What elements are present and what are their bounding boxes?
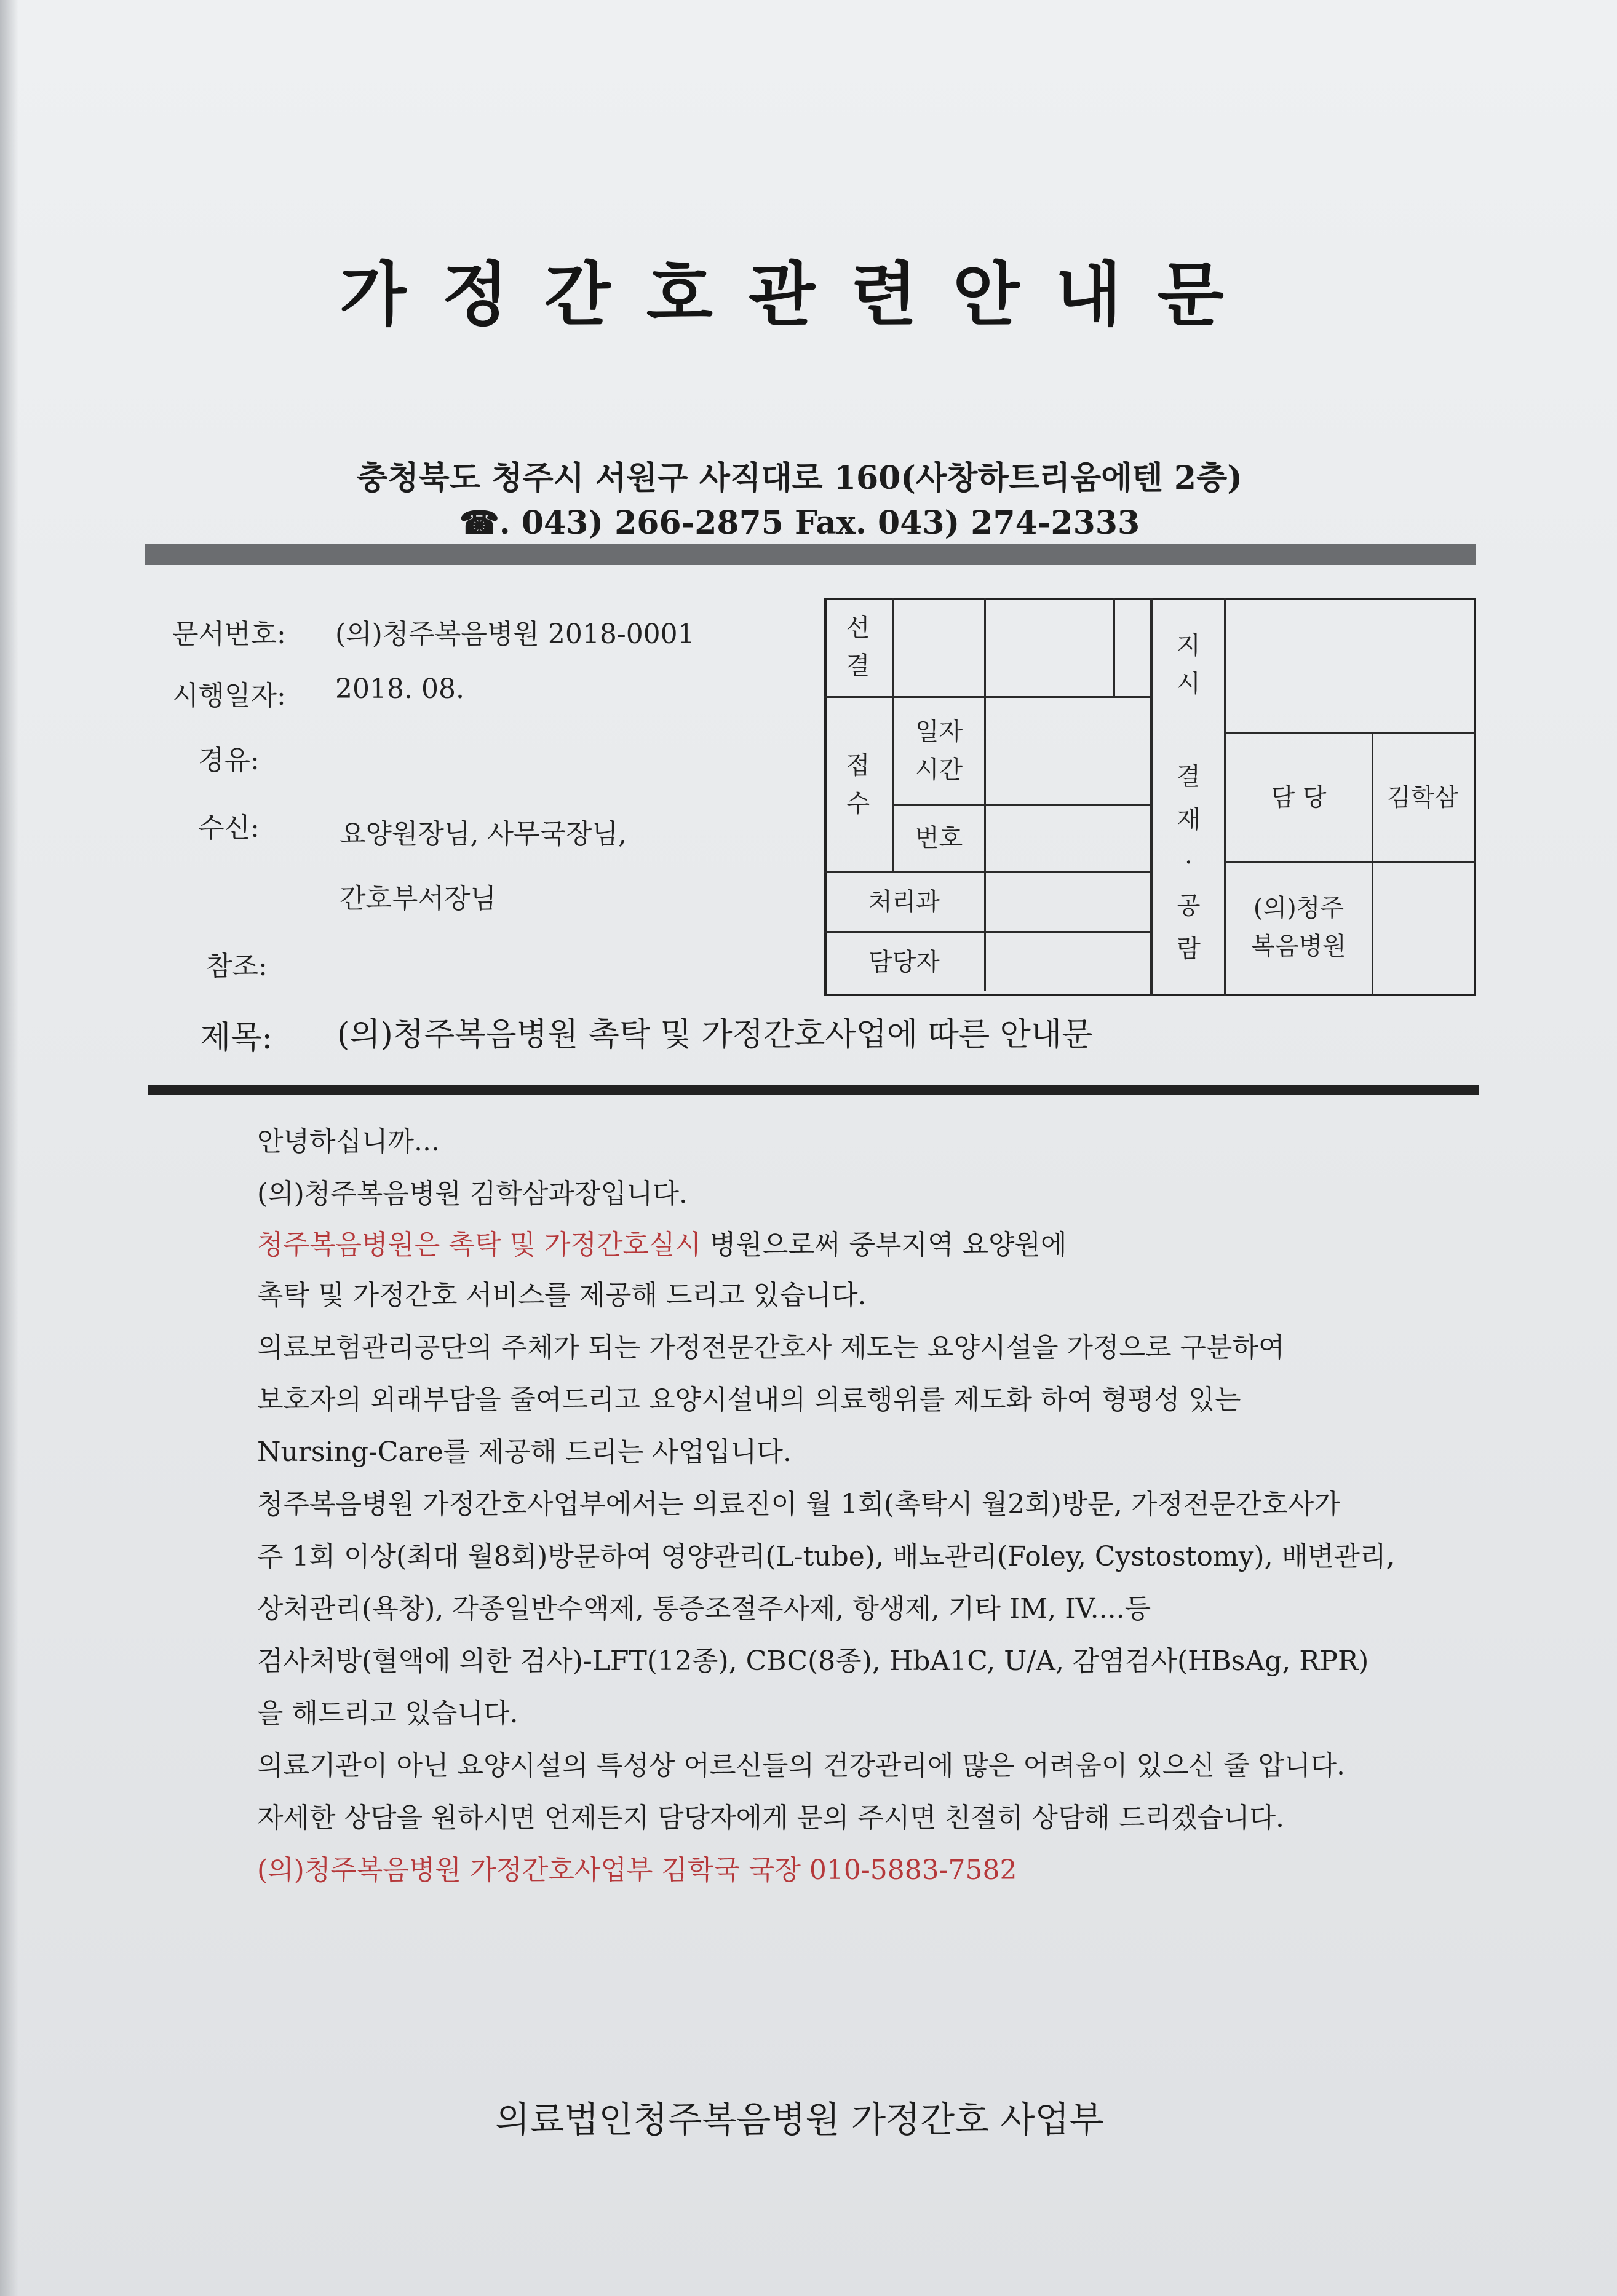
- contact-line: (의)청주복음병원 가정간호사업부 김학국 국장 010-5883-7582: [257, 1855, 1017, 1886]
- reference-label: 참조:: [206, 951, 268, 982]
- body-line-7: Nursing-Care를 제공해 드리는 사업입니다.: [257, 1436, 792, 1468]
- sender-phone-fax: ☎. 043) 266-2875 Fax. 043) 274-2333: [459, 504, 1140, 542]
- instruction-label: 지 시: [1177, 631, 1201, 698]
- subject-divider: [148, 1085, 1479, 1095]
- subject-label: 제목:: [200, 1019, 272, 1056]
- issuer-footer: 의료법인청주복음병원 가정간호 사업부: [495, 2099, 1104, 2140]
- recipient-line-2: 간호부서장님: [340, 883, 497, 914]
- person-in-charge-label: 담당자: [868, 948, 940, 976]
- recipient-line-1: 요양원장님, 사무국장님,: [340, 818, 627, 850]
- org-name-cell: (의)청주 복음병원: [1251, 893, 1346, 960]
- recipient-label: 수신:: [198, 812, 260, 844]
- body-line-1: 안녕하십니까...: [257, 1126, 440, 1157]
- body-line-8: 청주복음병원 가정간호사업부에서는 의료진이 월 1회(촉탁시 월2회)방문, 가정전문간호사가: [257, 1489, 1340, 1520]
- body-line-2: (의)청주복음병원 김학삼과장입니다.: [257, 1178, 688, 1209]
- body-line-14: 자세한 상담을 원하시면 언제든지 담당자에게 문의 주시면 친절히 상담해 드리겠습니다.: [257, 1802, 1285, 1834]
- body-line-3: 청주복음병원은 촉탁 및 가정간호실시 병원으로써 중부지역 요양원에: [257, 1229, 1067, 1261]
- body-line-13: 의료기관이 아닌 요양시설의 특성상 어르신들의 건강관리에 많은 어려움이 있으신 줄 압니다.: [257, 1750, 1345, 1781]
- body-line-11: 검사처방(혈액에 의한 검사)-LFT(12종), CBC(8종), HbA1C, U/A, 감염검사(HBsAg, RPR): [257, 1645, 1369, 1677]
- body-line-9: 주 1회 이상(최대 월8회)방문하여 영양관리(L-tube), 배뇨관리(Foley, Cystostomy), 배변관리,: [257, 1541, 1395, 1572]
- in-charge-label: 담 당: [1271, 783, 1327, 812]
- doc-number-value: (의)청주복음병원 2018-0001: [335, 619, 695, 650]
- approval-review-label: 결 재 · 공 람: [1177, 762, 1201, 963]
- seongyeol-cell-2: [986, 598, 1113, 696]
- number-label: 번호: [915, 824, 963, 852]
- page-edge-shadow: [0, 0, 18, 2296]
- doc-number-label: 문서번호:: [172, 619, 286, 650]
- jeopsu-label: 접 수: [846, 751, 870, 818]
- processing-dept-label: 처리과: [868, 887, 940, 916]
- seongyeol-cell-1: [894, 598, 984, 696]
- seongyeol-label: 선 결: [846, 614, 870, 680]
- header-divider: [145, 544, 1476, 565]
- body-line-6: 보호자의 외래부담을 줄여드리고 요양시설내의 의료행위를 제도화 하여 형평성 있는: [257, 1384, 1241, 1415]
- subject-value: (의)청주복음병원 촉탁 및 가정간호사업에 따른 안내문: [337, 1016, 1093, 1053]
- sender-address: 충청북도 청주시 서원구 사직대로 160(사창하트리움에텐 2층): [357, 459, 1242, 497]
- in-charge-name: 김학삼: [1387, 783, 1458, 812]
- highlight-text: 청주복음병원은 촉탁 및 가정간호실시: [257, 1229, 702, 1261]
- body-line-12: 을 해드리고 있습니다.: [257, 1698, 518, 1729]
- date-time-label: 일자 시간: [915, 718, 963, 784]
- date-label: 시행일자:: [172, 680, 286, 711]
- approval-grid: [824, 598, 1476, 996]
- document-title: 가정간호관련안내문: [340, 255, 1260, 335]
- via-label: 경유:: [198, 745, 260, 776]
- date-value: 2018. 08.: [335, 673, 464, 705]
- body-line-4: 촉탁 및 가정간호 서비스를 제공해 드리고 있습니다.: [257, 1280, 867, 1311]
- body-line-10: 상처관리(욕창), 각종일반수액제, 통증조절주사제, 항생제, 기타 IM, IV....등: [257, 1593, 1151, 1625]
- body-line-5: 의료보험관리공단의 주체가 되는 가정전문간호사 제도는 요양시설을 가정으로 구분하여: [257, 1332, 1285, 1363]
